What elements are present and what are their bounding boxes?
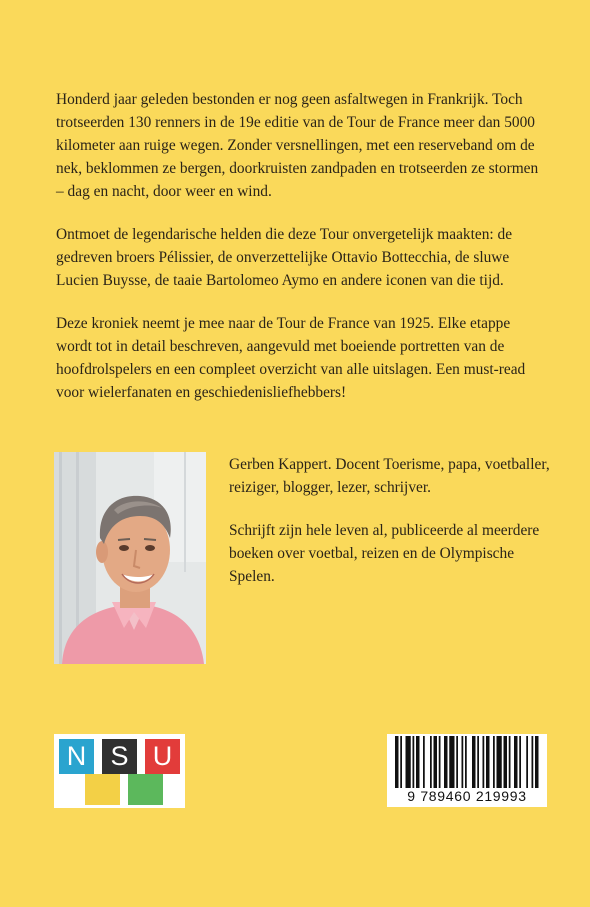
author-bio bbox=[229, 453, 559, 608]
isbn-number: 9 789460 219993 bbox=[407, 788, 527, 804]
barcode-bar bbox=[465, 736, 467, 788]
barcode-bar bbox=[477, 736, 479, 788]
barcode-bar bbox=[416, 736, 420, 788]
barcode-bars bbox=[387, 734, 547, 790]
isbn-barcode bbox=[387, 734, 547, 807]
barcode-bar bbox=[444, 736, 448, 788]
barcode-bar bbox=[449, 736, 454, 788]
author-bio-paragraph-2: Schrijft zijn hele leven al, publiceerde al meerdere boeken over voetbal, reizen en de Olympische Spelen. bbox=[229, 522, 540, 585]
logo-yellow-block bbox=[85, 774, 120, 805]
logo-letter-s: S bbox=[102, 739, 137, 774]
barcode-bar bbox=[472, 736, 476, 788]
barcode-bar bbox=[483, 736, 485, 788]
barcode-bar bbox=[504, 736, 508, 788]
author-bio-paragraph-1: Gerben Kappert. Docent Toerisme, papa, voetballer, reiziger, blogger, lezer, schrijver. bbox=[229, 456, 550, 496]
logo-green-block bbox=[128, 774, 163, 805]
blurb-paragraph-2: Ontmoet de legendarische helden die deze Tour onvergetelijk maakten: de gedreven broers Pélissier, de onverzettelijke Ottavio Bottecchia, de sluwe Lucien Buysse, de taaie Bartolomeo Aymo en andere iconen van die tijd. bbox=[56, 226, 513, 289]
barcode-bar bbox=[423, 736, 425, 788]
back-cover-blurb bbox=[56, 88, 544, 424]
logo-letter-n: N bbox=[59, 739, 94, 774]
barcode-bar bbox=[456, 736, 458, 788]
author-portrait-image bbox=[54, 452, 206, 664]
barcode-bar bbox=[526, 736, 528, 788]
publisher-logo bbox=[54, 734, 185, 808]
barcode-bar bbox=[532, 736, 534, 788]
barcode-bar bbox=[406, 736, 411, 788]
barcode-bar bbox=[519, 736, 521, 788]
barcode-bar bbox=[486, 736, 490, 788]
logo-letter-u: U bbox=[145, 739, 180, 774]
barcode-bar bbox=[439, 736, 441, 788]
barcode-bar bbox=[535, 736, 539, 788]
barcode-bar bbox=[514, 736, 518, 788]
author-photo bbox=[54, 452, 206, 664]
barcode-bar bbox=[413, 736, 415, 788]
barcode-bar bbox=[400, 736, 402, 788]
barcode-bar bbox=[430, 736, 432, 788]
barcode-bar bbox=[497, 736, 502, 788]
barcode-bar bbox=[462, 736, 464, 788]
barcode-bar bbox=[434, 736, 438, 788]
barcode-bar bbox=[509, 736, 511, 788]
barcode-bar bbox=[493, 736, 495, 788]
blurb-paragraph-3: Deze kroniek neemt je mee naar de Tour de France van 1925. Elke etappe wordt tot in detail beschreven, aangevuld met boeiende portretten van de hoofdrolspelers en een compleet overzicht van alle uitslagen. Een must-read voor wielerfanaten en geschiedenisliefhebbers! bbox=[56, 315, 526, 401]
barcode-bar bbox=[395, 736, 399, 788]
blurb-paragraph-1: Honderd jaar geleden bestonden er nog geen asfaltwegen in Frankrijk. Toch trotseerden 130 renners in de 19e editie van de Tour de France meer dan 5000 kilometer aan ruige wegen. Zonder versnellingen, met een reserveband om de nek, beklommen ze bergen, doorkruisten zandpaden en trotseerden ze stormen – dag en nacht, door weer en wind. bbox=[56, 91, 539, 200]
